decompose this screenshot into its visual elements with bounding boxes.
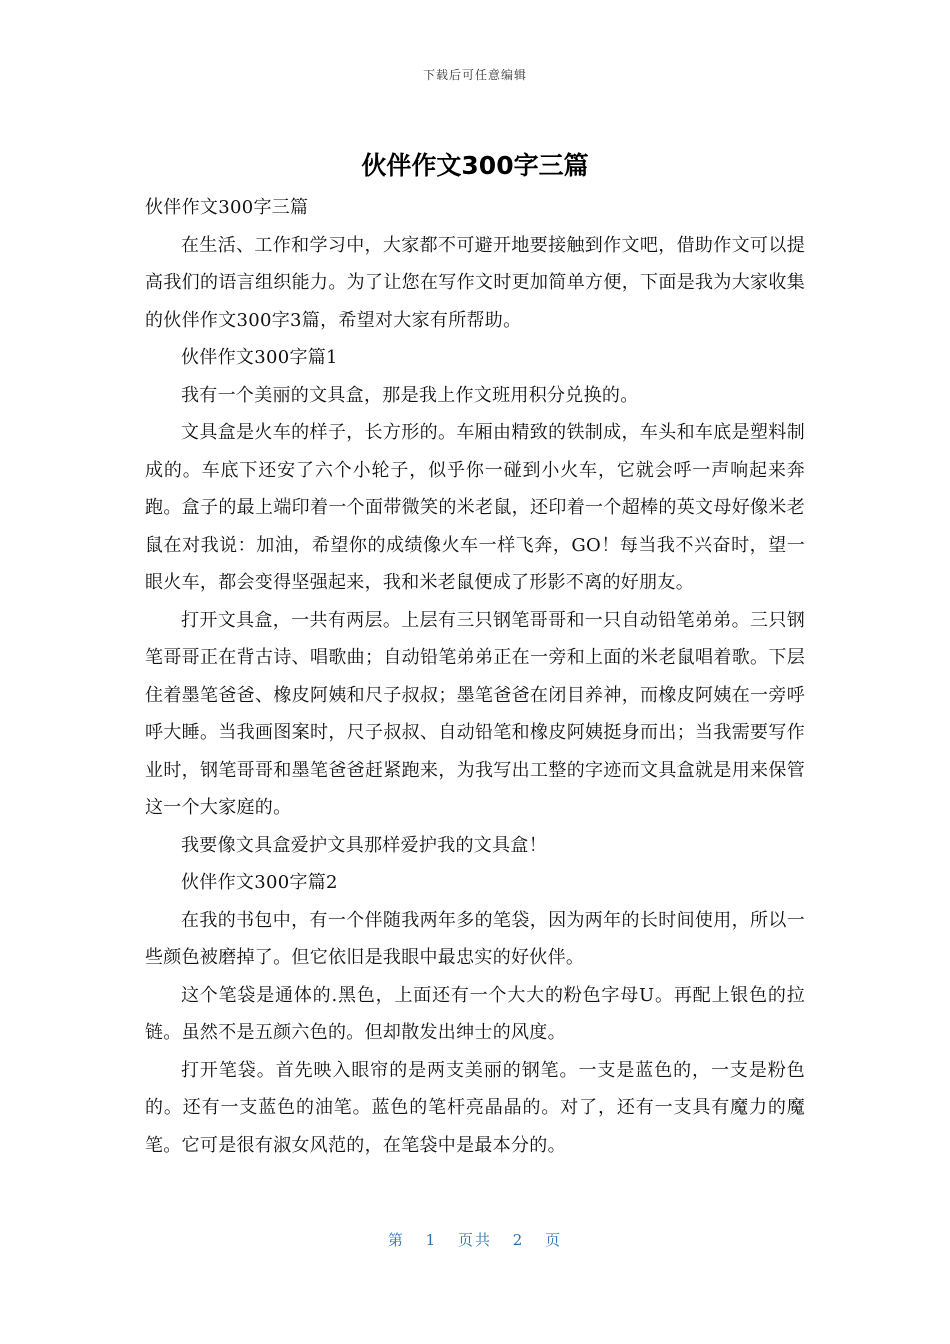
paragraph-intro: 在生活、工作和学习中，大家都不可避开地要接触到作文吧，借助作文可以提高我们的语言组织能力。为了让您在写作文时更加简单方便，下面是我为大家收集的伙伴作文300字3篇，希望对大家有所帮助。: [145, 234, 805, 331]
paragraph: 文具盒是火车的样子，长方形的。车厢由精致的铁制成，车头和车底是塑料制成的。车底下还安了六个小轮子，似乎你一碰到小火车，它就会呼一声响起来奔跑。盒子的最上端印着一个面带微笑的米老鼠，还印着一个超棒的英文母好像米老鼠在对我说：加油，希望你的成绩像火车一样飞奔，GO！每当我不兴奋时，望一眼火车，都会变得坚强起来，我和米老鼠便成了形影不离的好朋友。: [145, 422, 805, 593]
footer-prefix: 第: [387, 1231, 405, 1249]
document-title: 伙伴作文300字三篇: [361, 151, 589, 180]
footer-middle: 页共: [457, 1231, 492, 1249]
paragraph: 打开文具盒，一共有两层。上层有三只钢笔哥哥和一只自动铅笔弟弟。三只钢笔哥哥正在背古诗、唱歌曲；自动铅笔弟弟正在一旁和上面的米老鼠唱着歌。下层住着墨笔爸爸、橡皮阿姨和尺子叔叔；墨笔爸爸在闭目养神，而橡皮阿姨在一旁呼呼大睡。当我画图案时，尺子叔叔、自动铅笔和橡皮阿姨挺身而出；当我需要写作业时，钢笔哥哥和墨笔爸爸赶紧跑来，为我写出工整的字迹而文具盒就是用来保管这一个大家庭的。: [145, 609, 805, 818]
paragraph: 这个笔袋是通体的.黑色，上面还有一个大大的粉色字母U。再配上银色的拉链。虽然不是五颜六色的。但却散发出绅士的风度。: [145, 984, 805, 1043]
document-body: [145, 189, 805, 1164]
paragraph: 我要像文具盒爱护文具那样爱护我的文具盒！: [181, 834, 547, 856]
paragraph: 在我的书包中，有一个伴随我两年多的笔袋，因为两年的长时间使用，所以一些颜色被磨掉了。但它依旧是我眼中最忠实的好伙伴。: [145, 909, 805, 968]
paragraph: 打开笔袋。首先映入眼帘的是两支美丽的钢笔。一支是蓝色的，一支是粉色的。还有一支蓝色的油笔。蓝色的笔杆亮晶晶的。对了，还有一支具有魔力的魔笔。它可是很有淑女风范的，在笔袋中是最本分的。: [145, 1059, 805, 1156]
paragraph-subtitle: 伙伴作文300字三篇: [145, 197, 309, 218]
header-note: 下载后可任意编辑: [422, 68, 527, 82]
paragraph: 我有一个美丽的文具盒，那是我上作文班用积分兑换的。: [181, 384, 639, 406]
section-heading-2: 伙伴作文300字篇2: [181, 872, 338, 893]
section-heading-1: 伙伴作文300字篇1: [181, 347, 338, 368]
footer-total-pages: 2: [512, 1231, 525, 1249]
page-footer: [0, 1229, 950, 1250]
footer-current-page: 1: [425, 1231, 438, 1249]
footer-suffix: 页: [545, 1231, 563, 1249]
